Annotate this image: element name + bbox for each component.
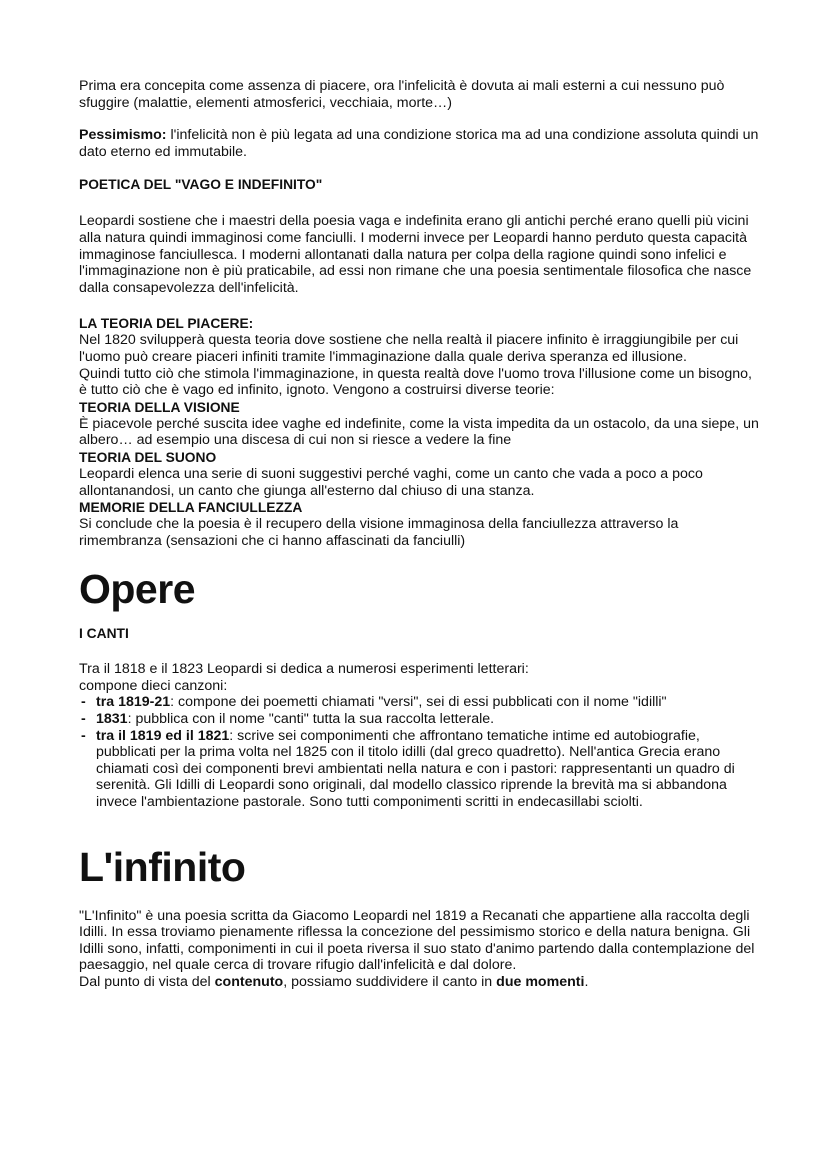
- infinito-text-a: Dal punto di vista del: [79, 974, 215, 990]
- list-item-bold: tra 1819-21: [96, 694, 171, 711]
- infinito-paragraph-2: [79, 974, 759, 991]
- list-item-text: : pubblica con il nome "canti" tutta la sua raccolta letterale.: [127, 711, 495, 728]
- list-item-bold: 1831: [96, 711, 128, 728]
- canti-line-2: compone dieci canzoni:: [79, 677, 228, 694]
- document-page: [79, 78, 759, 991]
- due-momenti-bold: due momenti: [496, 974, 585, 990]
- piacere-paragraph-2: Quindi tutto ciò che stimola l'immaginazione, in questa realtà dove l'uomo trova l'illusione come un bisogno, è tutto ciò che è vago ed infinito, ignoto. Vengono a costruirsi diverse teorie:: [79, 365, 752, 399]
- poetica-paragraph: Leopardi sostiene che i maestri della poesia vaga e indefinita erano gli antichi perché erano quelli più vicini alla natura quindi immaginosi come fanciulli. I moderni invece per Leopardi hanno perduto questa capacità immaginose fanciullesca. I moderni allontanati dalla natura per colpa della ragione quindi sono infelici e l'immaginazione non è più praticabile, ad essi non rimane che una poesia sentimentale filosofica che nasce dalla consapevolezza dell'infelicità.: [79, 213, 752, 296]
- pessimismo-label: Pessimismo:: [79, 127, 167, 144]
- memorie-heading: MEMORIE DELLA FANCIULLEZZA: [79, 500, 303, 516]
- poetica-heading: POETICA DEL "VAGO E INDEFINITO": [79, 177, 323, 193]
- infinito-title: L'infinito: [79, 843, 246, 890]
- list-item: [79, 728, 759, 811]
- canti-list: [79, 694, 759, 810]
- list-item-text: : scrive sei componimenti che affrontano tematiche intime ed autobiografie, pubblicati per la prima volta nel 1825 con il titolo idilli (dal greco quadretto). Nell'antica Grecia erano chiamati così dei componenti brevi ambientati nella natura e con i pastori: rappresentanti un quadro di serenità. Gli Idilli di Leopardi sono originali, dal modello classico riprende la brevità ma si abbandona invece l'ambientazione pastorale. Sono tutti componimenti scritti in endecasillabi sciolti.: [96, 727, 735, 811]
- opere-title: Opere: [79, 566, 195, 613]
- list-item: [79, 711, 759, 728]
- pessimismo-text: l'infelicità non è più legata ad una condizione storica ma ad una condizione assoluta quindi un dato eterno ed immutabile.: [79, 127, 759, 160]
- infinito-paragraph-1: "L'Infinito" è una poesia scritta da Giacomo Leopardi nel 1819 a Recanati che appartiene alla raccolta degli Idilli. In essa troviamo pienamente riflessa la concezione del pessimismo storico e della natura benigna. Gli Idilli sono, infatti, componimenti in cui il poeta riversa il suo stato d'animo partendo dalla contemplazione del paesaggio, nel quale cerca di trovare rifugio dall'infelicità e dal dolore.: [79, 907, 755, 974]
- contenuto-bold: contenuto: [214, 974, 284, 990]
- piacere-heading: LA TEORIA DEL PIACERE:: [79, 316, 254, 332]
- pessimismo-paragraph: [79, 127, 759, 160]
- intro-paragraph: Prima era concepita come assenza di piacere, ora l'infelicità è dovuta ai mali esterni a cui nessuno può sfuggire (malattie, elementi atmosferici, vecchiaia, morte…): [79, 78, 725, 111]
- visione-heading: TEORIA DELLA VISIONE: [79, 399, 240, 415]
- canti-heading: I CANTI: [79, 626, 129, 642]
- canti-line-1: Tra il 1818 e il 1823 Leopardi si dedica a numerosi esperimenti letterari:: [79, 661, 529, 678]
- infinito-text-e: .: [584, 974, 589, 990]
- memorie-paragraph: Si conclude che la poesia è il recupero della visione immaginosa della fanciullezza attraverso la rimembranza (sensazioni che ci hanno affascinati da fanciulli): [79, 516, 679, 549]
- list-item-bold: tra il 1819 ed il 1821: [96, 727, 230, 744]
- visione-paragraph: È piacevole perché suscita idee vaghe ed indefinite, come la vista impedita da un ostacolo, da una siepe, un albero… ad esempio una discesa di cui non si riesce a vedere la fine: [79, 415, 759, 449]
- suono-paragraph: Leopardi elenca una serie di suoni suggestivi perché vaghi, come un canto che vada a poco a poco allontanandosi, un canto che giunga all'esterno dal chiuso di una stanza.: [79, 465, 703, 499]
- piacere-paragraph-1: Nel 1820 svilupperà questa teoria dove sostiene che nella realtà il piacere infinito è irraggiungibile per cui l'uomo può creare piaceri infiniti tramite l'immaginazione dalla quale deriva speranza ed illusione.: [79, 332, 739, 365]
- list-item: [79, 694, 759, 711]
- list-item-text: : compone dei poemetti chiamati "versi", sei di essi pubblicati con il nome "idilli": [170, 694, 667, 711]
- suono-heading: TEORIA DEL SUONO: [79, 449, 217, 465]
- infinito-text-c: , possiamo suddividere il canto in: [283, 974, 497, 990]
